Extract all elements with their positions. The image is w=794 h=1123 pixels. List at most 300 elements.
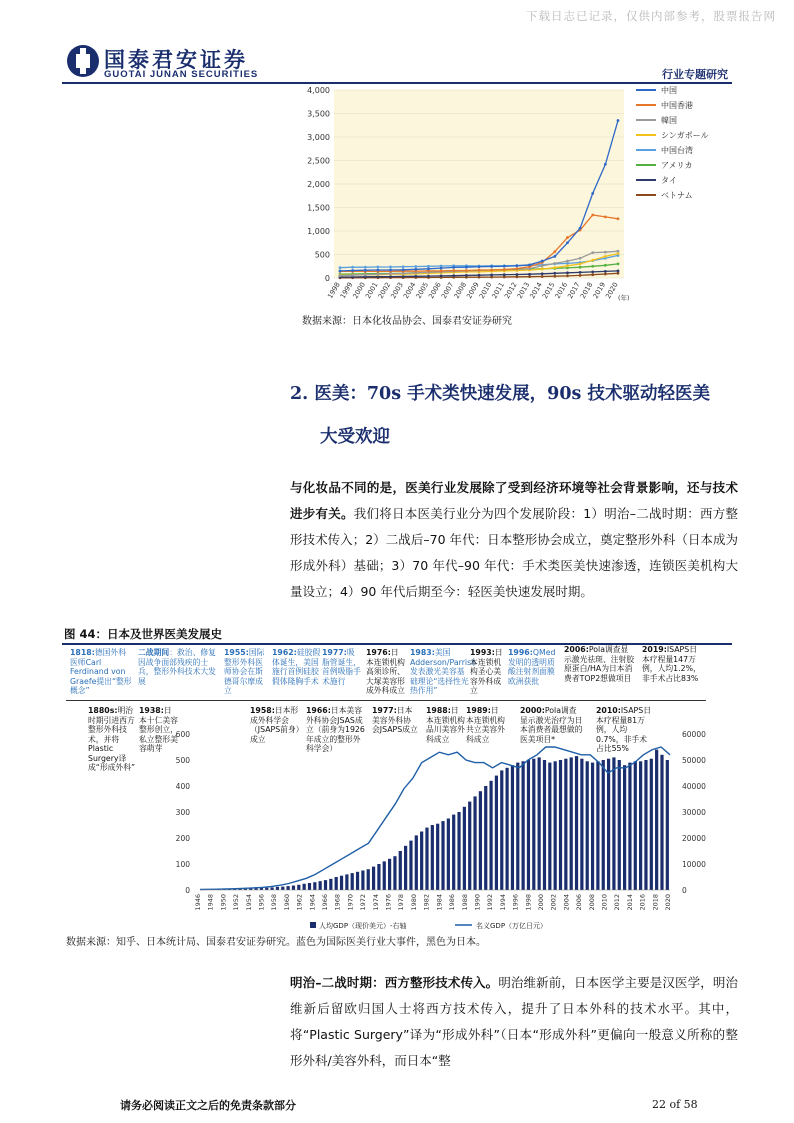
data-point [553,255,556,258]
data-point [566,264,569,267]
data-point [528,275,531,278]
data-point [541,272,544,275]
gdp-bar [431,825,434,890]
x-tick-label: 2006 [427,281,443,300]
gdp-bar [340,876,343,890]
data-point [617,263,620,266]
data-point [478,265,481,268]
subsection-bold-lead: 明治–二战时期：西方整形技术传入。 [290,975,499,990]
data-point [566,236,569,239]
data-point [516,264,519,267]
data-point [591,214,594,217]
x-tick-label: 2002 [549,894,558,911]
x-tick-label: 2019 [591,281,608,300]
data-point [490,274,493,277]
gdp-bar [473,796,476,890]
gdp-bar [548,763,551,890]
data-point [490,269,493,272]
x-tick-label: 2005 [414,281,431,300]
event-japan-1977: 1977:日本美容外科协会JSAPS成立 [372,706,418,734]
x-tick-label: 1999 [338,281,355,300]
event-japan-2019: 2019:ISAPS日本疗程量147万例，人均1.2%，非手术占比83% [642,645,701,683]
gdp-bar [527,760,530,890]
event-japan-1988: 1988:日本连锁机构品川美容外科成立 [426,706,465,744]
x-tick-label: 1974 [371,894,380,911]
page-number: 22 of 58 [652,1098,698,1111]
data-point [414,275,417,278]
x-tick-label: 1988 [460,894,469,911]
data-point [579,227,582,230]
event-japan-1993: 1993:日本连锁机构圣心美容外科成立 [470,648,503,695]
timeline-divider [66,700,706,701]
data-point [604,273,607,276]
gdp-bar [655,750,658,890]
figure44-source: 数据来源：知乎、日本统计局、国泰君安证券研究。蓝色为国际医美行业大事件，黑色为日本。 [66,937,486,948]
y-tick-label: 2,000 [307,180,330,189]
data-point [389,266,392,269]
data-point [339,270,342,273]
x-tick-label: 1956 [257,894,266,911]
data-point [452,266,455,269]
data-point [604,251,607,254]
data-point [604,216,607,219]
y-tick-label: 3,500 [307,109,330,119]
right-tick-label: 20000 [682,834,706,843]
x-unit-label: (年) [618,294,630,302]
event-japan-1880s: 1880s:明治时期引进西方整形外科技术，并将Plastic Surgery译成“形成外科” [88,706,136,772]
y-tick-label: 1,000 [307,227,330,236]
data-point [414,265,417,268]
x-tick-label: 1992 [486,894,495,911]
left-tick-label: 500 [175,756,190,765]
data-point [427,265,430,268]
gdp-bar [538,757,541,890]
event-japan-2010: 2010:ISAPS日本疗程量81万例，人均0.7%，非手术占比55% [596,706,652,753]
x-tick-label: 2012 [503,281,519,300]
data-point [604,163,607,166]
x-tick-label: 1984 [435,894,444,911]
x-tick-label: 1990 [473,894,482,911]
data-point [579,257,582,260]
x-tick-label: 1996 [511,894,520,911]
data-point [427,267,430,270]
gdp-bar [393,856,396,890]
gdp-bar [522,761,525,890]
x-tick-label: 2015 [540,281,557,300]
data-point [377,273,380,276]
data-point [617,250,620,253]
gdp-bar [415,835,418,890]
x-tick-label: 2009 [465,281,481,300]
gdp-bar [313,882,316,890]
gdp-bar [452,815,455,890]
gdp-bar [543,760,546,890]
data-point [465,266,468,269]
gdp-bar [383,861,386,890]
gdp-bar [303,884,306,890]
x-tick-label: 2016 [553,281,570,300]
logo-text-en: GUOTAI JUNAN SECURITIES [104,69,259,80]
data-point [591,270,594,273]
data-point [339,274,342,277]
section-heading-line2: 大受欢迎 [320,427,390,447]
event-world-1962: 1962:硅胶假体诞生，美国施行首例硅胶假体隆胸手术 [272,648,321,686]
x-tick-label: 2008 [587,894,596,911]
gdp-bar [468,802,471,890]
right-tick-label: 50000 [682,756,706,765]
data-point [377,269,380,272]
data-point [617,217,620,220]
section-paragraph [290,475,738,605]
japan-gdp-bar-line-chart [160,728,720,932]
x-tick-label: 1968 [333,894,342,911]
data-point [579,274,582,277]
data-point [440,274,443,277]
left-tick-label: 100 [175,860,190,869]
gdp-bar [660,755,663,890]
x-tick-label: 2018 [578,281,595,300]
gdp-bar [564,759,567,890]
right-tick-label: 60000 [682,730,706,739]
gdp-bar [586,761,589,890]
gdp-bar [457,812,460,890]
data-point [364,273,367,276]
data-point [465,274,468,277]
gdp-bar [644,760,647,890]
data-point [566,271,569,274]
data-point [364,266,367,269]
x-tick-label: 2012 [613,894,622,911]
gdp-bar [292,886,295,890]
data-point [427,275,430,278]
x-tick-label: 2004 [401,281,418,300]
gdp-bar [612,757,615,890]
data-point [503,273,506,276]
x-tick-label: 2002 [376,281,393,300]
right-tick-label: 30000 [682,808,706,817]
paragraph-bold-lead: 与化妆品不同的是，医美行业发展除了受到经济环境等社会背景影响，还与技术进步有关。 [290,480,738,521]
gdp-bar [596,761,599,890]
x-tick-label: 1972 [359,894,368,911]
gdp-bar [271,887,274,890]
x-tick-label: 2007 [439,281,456,300]
gdp-bar [319,881,322,890]
data-point [402,268,405,271]
gdp-bar [329,879,332,890]
x-tick-label: 2004 [562,894,571,911]
x-tick-label: 1966 [321,894,330,911]
gdp-bar [479,791,482,890]
data-point [604,255,607,258]
x-tick-label: 2006 [575,894,584,911]
x-tick-label: 2016 [638,894,647,911]
data-point [465,269,468,272]
x-tick-label: 1998 [326,281,342,300]
gdp-bar [639,761,642,890]
data-point [351,269,354,272]
event-japan-1989: 1989:日本连锁机构共立美容外科成立 [466,706,505,744]
data-point [553,272,556,275]
gdp-bar [559,760,562,890]
gdp-bar [554,761,557,890]
x-tick-label: 1946 [194,894,202,911]
event-japan-1966: 1966:日本美容外科协会JSAS成立（前身为1926年成立的整形外科学会） [306,706,365,753]
data-point [452,269,455,272]
data-point [503,265,506,268]
x-tick-label: 1998 [524,894,533,911]
data-point [604,264,607,267]
gdp-bar [618,760,621,890]
gdp-bar [441,821,444,890]
data-point [541,260,544,263]
data-point [490,265,493,268]
data-point [566,260,569,263]
report-category: 行业专题研究 [662,68,728,81]
data-point [541,275,544,278]
y-tick-label: 0 [324,274,330,283]
y-tick-label: 1,500 [307,203,330,213]
data-point [553,275,556,278]
data-point [617,270,620,273]
x-tick-label: 2020 [664,894,672,911]
event-world-1977: 1977:吸脂管诞生，首例吸脂手术施行 [322,648,361,686]
x-tick-label: 1948 [206,894,215,911]
data-point [402,265,405,268]
gdp-bar [281,887,284,890]
event-world-1983: 1983:美国Adderson/Parrish发表激光美容基础理论“选择性光热作用” [410,648,477,695]
gdp-bar [420,832,423,891]
x-tick-label: 1970 [346,894,355,911]
x-tick-label: 1976 [384,894,393,911]
gdp-bar [276,887,279,890]
data-point [591,251,594,254]
gdp-bar [570,757,573,890]
gdp-bar [399,851,402,890]
figure-title: 图 44：日本及世界医美发展史 [64,627,223,641]
gdp-bar [425,828,428,890]
gdp-bar [495,776,498,890]
gdp-bar [591,763,594,890]
gdp-bar [356,872,359,890]
legend-label: シンガポール [661,131,709,140]
right-tick-label: 10000 [682,860,706,869]
x-tick-label: 1950 [219,894,228,911]
gdp-bar [634,761,637,890]
y-tick-label: 2,500 [307,156,330,166]
data-point [516,273,519,276]
gdp-bar [580,759,583,890]
gdp-bar [367,869,370,890]
event-world-1818: 1818:德国外科医师Carl Ferdinand von Graefe提出“整形概念” [70,648,132,695]
data-point [553,262,556,265]
x-tick-label: 2010 [477,281,494,300]
gdp-bar [351,873,354,890]
gdp-bar [516,763,519,890]
x-tick-label: 1954 [244,894,253,911]
x-tick-label: 2010 [600,894,609,911]
legend-bar-label: 人均GDP（现价美元）-右轴 [319,922,407,930]
x-tick-label: 1958 [270,894,279,911]
gdp-bar [324,880,327,890]
gdp-bar [607,759,610,890]
gdp-bar [447,819,450,891]
gdp-bar [297,885,300,890]
data-point [604,270,607,273]
legend-label: タイ [661,176,677,185]
right-tick-label: 40000 [682,782,706,791]
data-point [566,274,569,277]
x-tick-label: 1994 [498,894,507,911]
event-world-1955: 1955:国际整形外科医师协会在斯德哥尔摩成立 [224,648,265,695]
data-point [553,250,556,253]
chart1-source: 数据来源：日本化妆品协会、国泰君安证券研究 [302,316,512,327]
data-point [528,263,531,266]
left-tick-label: 0 [185,886,190,895]
event-japan-1938: 1938:日本十仁美容整形创立，私立整形美容萌芽 [139,706,178,753]
left-tick-label: 300 [175,808,190,817]
gdp-bar [628,763,631,890]
legend-bar-swatch [310,922,316,928]
gdp-bar [623,765,626,890]
gdp-bar [500,770,503,890]
event-japan-1976: 1976:日本连锁机构高须诊所、大塚美容形成外科成立 [366,648,405,695]
gdp-bar [463,807,466,890]
event-japan-2006: 2006:Pola调查显示激光祛斑、注射胶原蛋白/HA为日本消费者TOP2想做项目 [564,645,635,683]
data-point [351,274,354,277]
x-tick-label: 2018 [651,894,660,911]
data-point [617,119,620,122]
data-point [541,268,544,271]
data-point [440,267,443,270]
gdp-bar [436,824,439,890]
x-tick-label: 2003 [389,281,405,300]
y-tick-label: 4,000 [307,86,330,95]
x-tick-label: 1952 [232,894,241,911]
y-tick-label: 3,000 [307,133,330,142]
section-heading-line1: 2. 医美：70s 手术类快速发展，90s 技术驱动轻医美 [290,384,710,404]
data-point [478,269,481,272]
event-world-ww2: 二战期间：救治、修复因战争面部残疾的士兵，整形外科技术大发展 [138,648,216,686]
left-tick-label: 600 [175,730,190,739]
x-tick-label: 2017 [566,281,582,300]
subsection-paragraph [290,970,738,1074]
gdp-bar [345,874,348,890]
data-point [566,241,569,244]
x-tick-label: 2020 [604,281,620,300]
gdp-bar [388,859,391,890]
gdp-bar [404,846,407,890]
right-tick-label: 0 [682,886,687,895]
legend-label: 中国台湾 [661,146,693,155]
data-point [579,263,582,266]
data-point [553,266,556,269]
legend-label: 中国 [661,86,677,95]
gdp-bar [287,886,290,890]
gdp-bar [602,760,605,890]
event-japan-2000: 2000:Pola调查显示激光治疗为日本消费者最想做的医美项目* [520,706,583,744]
watermark: 下载日志已记录，仅供内部参考，股票报告网 [526,9,776,23]
gdp-bar [484,786,487,890]
x-tick-label: 1962 [295,894,304,911]
gdp-bar [506,768,509,890]
data-point [591,259,594,262]
gdp-bar [308,883,311,890]
left-tick-label: 200 [175,834,190,843]
x-tick-label: 1964 [308,894,317,911]
gdp-bar [511,765,514,890]
event-japan-1958: 1958:日本形成外科学会（JSAPS前身）成立 [250,706,300,744]
data-point [591,265,594,268]
data-point [591,273,594,276]
x-tick-label: 2011 [490,281,507,300]
x-tick-label: 1982 [422,894,431,911]
data-point [440,270,443,273]
x-tick-label: 2008 [452,281,469,300]
data-point [377,266,380,269]
legend-label: 韓国 [661,116,677,125]
gdp-bar [361,871,364,891]
gdp-bar [532,759,535,890]
x-tick-label: 1980 [409,894,418,911]
logo-text-cn: 国泰君安证券 [104,48,248,72]
data-point [364,269,367,272]
gdp-bar [335,877,338,890]
gdp-bar [260,888,263,890]
gdp-bar [265,888,268,890]
x-tick-label: 1960 [282,894,291,911]
data-point [389,269,392,272]
gdp-bar [409,841,412,890]
data-point [452,274,455,277]
legend-label: 中国香港 [661,101,693,110]
gdp-bar [650,759,653,890]
data-point [351,266,354,269]
data-point [478,274,481,277]
data-point [579,271,582,274]
legend-label: アメリカ [661,161,693,170]
event-world-1996: 1996:QMed发明的透明质酸注射剂面膜欧洲获批 [508,648,556,686]
subsection-body: 明治维新前，日本医学主要是汉医学，明治维新后留欧归国人士将西方技术传入，提升了日本外科的技术水平。其中，将“Plastic Surgery”译为“形成外科”（日本“形成外科”更偏向一般意义所称的整形外科/美容外科，而日本“整 [290,975,738,1068]
legend-line-label: 名义GDP（万亿日元） [476,922,548,930]
x-tick-label: 2001 [364,281,380,300]
data-point [339,266,342,269]
y-tick-label: 500 [314,250,330,260]
data-point [528,273,531,276]
company-logo-icon [66,44,100,78]
left-tick-label: 400 [175,782,190,791]
x-tick-label: 2000 [351,281,368,300]
gdp-bar [666,760,669,890]
gdp-bar [372,867,375,890]
x-tick-label: 1986 [448,894,457,911]
x-tick-label: 2014 [528,281,544,300]
data-point [579,266,582,269]
paragraph-body: 我们将日本医美行业分为四个发展阶段：1）明治–二战时期：西方整形技术传入；2）二战后–70 年代：日本整形协会成立，奠定整形外科（日本成为形成外科）基础；3）70 年代–90 年代：手术类医美快速渗透，连锁医美机构大量设立；4）90 年代后期至今：轻医美快速发展时期。 [290,506,738,599]
gdp-bar [377,864,380,890]
data-point [591,192,594,195]
data-point [414,268,417,271]
footer-disclaimer: 请务必阅读正文之后的免责条款部分 [120,1099,296,1112]
legend-label: ベトナム [661,191,693,200]
data-point [541,264,544,267]
data-point [503,268,506,271]
gdp-bar [575,756,578,890]
cosmetics-export-line-chart [294,82,736,314]
gdp-bar [489,781,492,890]
x-tick-label: 2013 [515,281,532,300]
x-tick-label: 2000 [536,894,545,911]
x-tick-label: 2014 [625,894,634,911]
